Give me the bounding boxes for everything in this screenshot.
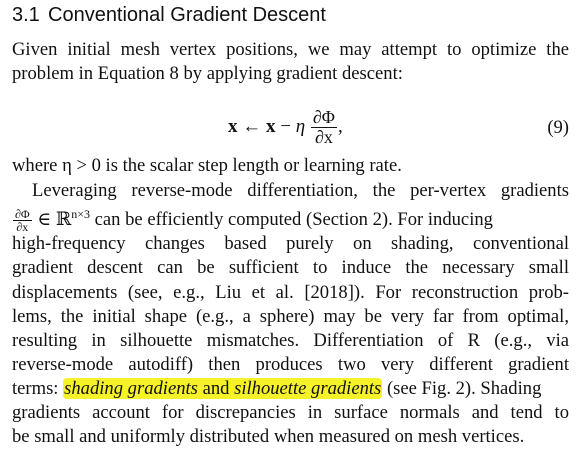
text-line: gradient descent can be sufficient to induce the necessary small [12,257,569,278]
gradient-fraction: $\frac{\partial\Phi}{\partial x}$ [312,107,335,147]
text-line: $\frac{\partial\Phi}{\partial x}$ ∈ ℝ$^{n\times 3}$ can be efficiently computed (Section 2). For inducing [15,207,493,235]
text-line: resulting in silhouette mismatches. Differentiation of R (e.g., via [12,330,569,351]
equation-body: x ← x − η $\frac{\partial\Phi}{\partial x}$ , [228,107,343,147]
highlighted-terms: shading gradients and silhouette gradients [64,378,382,399]
section-number: 3.1 [12,4,40,26]
section-heading [12,4,326,26]
text-line: problem in Equation 8 by applying gradient descent: [12,63,403,84]
text-line: Leveraging reverse-mode differentiation, the per-vertex gradients [32,180,569,201]
text-line: reverse-mode autodiff) then produces two very different gradient [12,354,569,375]
section-title: Conventional Gradient Descent [48,4,326,26]
text-line: high-frequency changes based purely on shading, conventional [12,233,569,254]
text-line: displacements (see, e.g., Liu et al. [2018]). For reconstruction prob- [12,282,569,303]
text-line: lems, the initial shape (e.g., a sphere) may be very far from optimal, [12,306,569,327]
equation-9 [12,108,569,148]
text-line: Given initial mesh vertex positions, we may attempt to optimize the [12,39,569,60]
text-line: be small and uniformly distributed when measured on mesh vertices. [12,426,525,447]
text-line: gradients account for discrepancies in surface normals and tend to [12,402,569,423]
text-line: where η > 0 is the scalar step length or learning rate. [12,155,402,176]
gradient-inline-fraction: $\frac{\partial\Phi}{\partial x}$ [15,207,30,235]
text-line: terms: shading gradients and silhouette gradients (see Fig. 2). Shading [12,378,542,399]
equation-number: (9) [547,117,569,138]
